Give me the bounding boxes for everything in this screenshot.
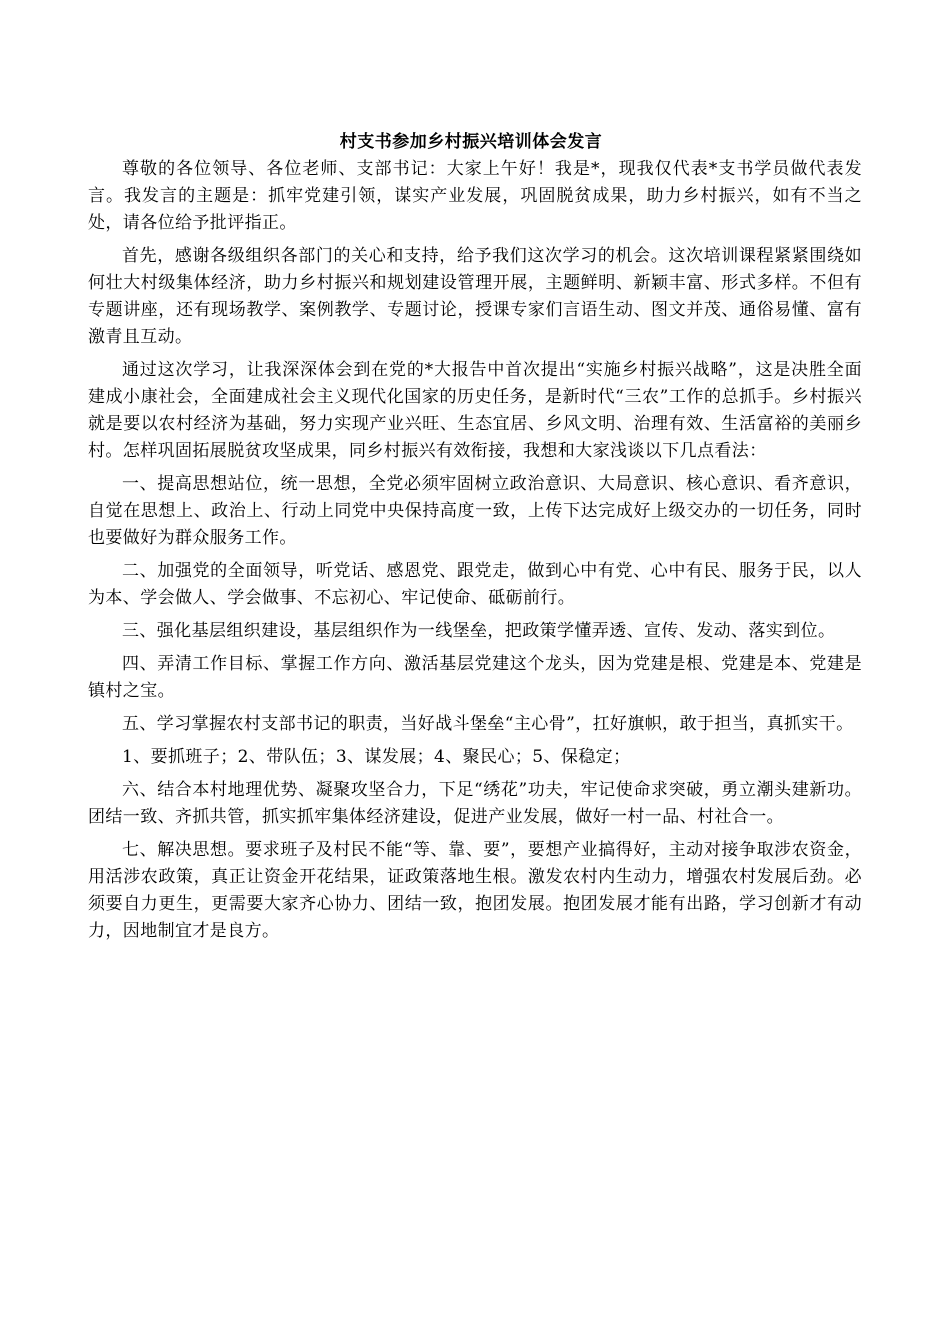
paragraph-point-7: 七、解决思想。要求班子及村民不能“等、靠、要”，要想产业搞得好，主动对接争取涉农资金，用活涉农政策，真正让资金开花结果，证政策落地生根。激发农村内生动力，增强农村发展后劲。必须要自力更生，更需要大家齐心协力、团结一致，抱团发展。抱团发展才能有出路，学习创新才有动力，因地制宜才是良方。	[88, 840, 862, 941]
paragraph-insight: 通过这次学习，让我深深体会到在党的*大报告中首次提出“实施乡村振兴战略”，这是决胜全面建成小康社会，全面建成社会主义现代化国家的历史任务，是新时代“三农”工作的总抓手。乡村振兴就是要以农村经济为基础，努力实现产业兴旺、生态宜居、乡风文明、治理有效、生活富裕的美丽乡村。怎样巩固拓展脱贫攻坚成果，同乡村振兴有效衔接，我想和大家浅谈以下几点看法：	[88, 360, 862, 461]
paragraph-greeting: 尊敬的各位领导、各位老师、支部书记：大家上午好！我是*，现我仅代表*支书学员做代表发言。我发言的主题是：抓牢党建引领，谋实产业发展，巩固脱贫成果，助力乡村振兴，如有不当之处，请各位给予批评指正。	[88, 159, 862, 233]
paragraph-point-4: 四、弄清工作目标、掌握工作方向、激活基层党建这个龙头，因为党建是根、党建是本、党建是镇村之宝。	[88, 654, 862, 701]
paragraph-thanks: 首先，感谢各级组织各部门的关心和支持，给予我们这次学习的机会。这次培训课程紧紧围绕如何壮大村级集体经济，助力乡村振兴和规划建设管理开展，主题鲜明、新颖丰富、形式多样。不但有专题讲座，还有现场教学、案例教学、专题讨论，授课专家们言语生动、图文并茂、通俗易懂、富有激青且互动。	[88, 246, 862, 347]
document-title: 村支书参加乡村振兴培训体会发言	[339, 132, 603, 152]
paragraph-point-3: 三、强化基层组织建设，基层组织作为一线堡垒，把政策学懂弄透、宣传、发动、落实到位。	[122, 621, 836, 641]
document-page	[88, 128, 862, 951]
paragraph-point-2: 二、加强党的全面领导，听党话、感恩党、跟党走，做到心中有党、心中有民、服务于民，以人为本、学会做人、学会做事、不忘初心、牢记使命、砥砺前行。	[88, 561, 862, 608]
paragraph-point-5: 五、学习掌握农村支部书记的职责，当好战斗堡垒“主心骨”，扛好旗帜，敢于担当，真抓实干。	[122, 714, 854, 734]
paragraph-sub-list: 1、要抓班子；2、带队伍；3、谋发展；4、聚民心；5、保稳定；	[122, 747, 631, 767]
paragraph-point-1: 一、提高思想站位，统一思想，全党必须牢固树立政治意识、大局意识、核心意识、看齐意识，自觉在思想上、政治上、行动上同党中央保持高度一致，上传下达完成好上级交办的一切任务，同时也要做好为群众服务工作。	[88, 474, 862, 548]
paragraph-point-6: 六、结合本村地理优势、凝聚攻坚合力，下足“绣花”功夫，牢记使命求突破，勇立潮头建新功。团结一致、齐抓共管，抓实抓牢集体经济建设，促进产业发展，做好一村一品、村社合一。	[88, 780, 862, 827]
